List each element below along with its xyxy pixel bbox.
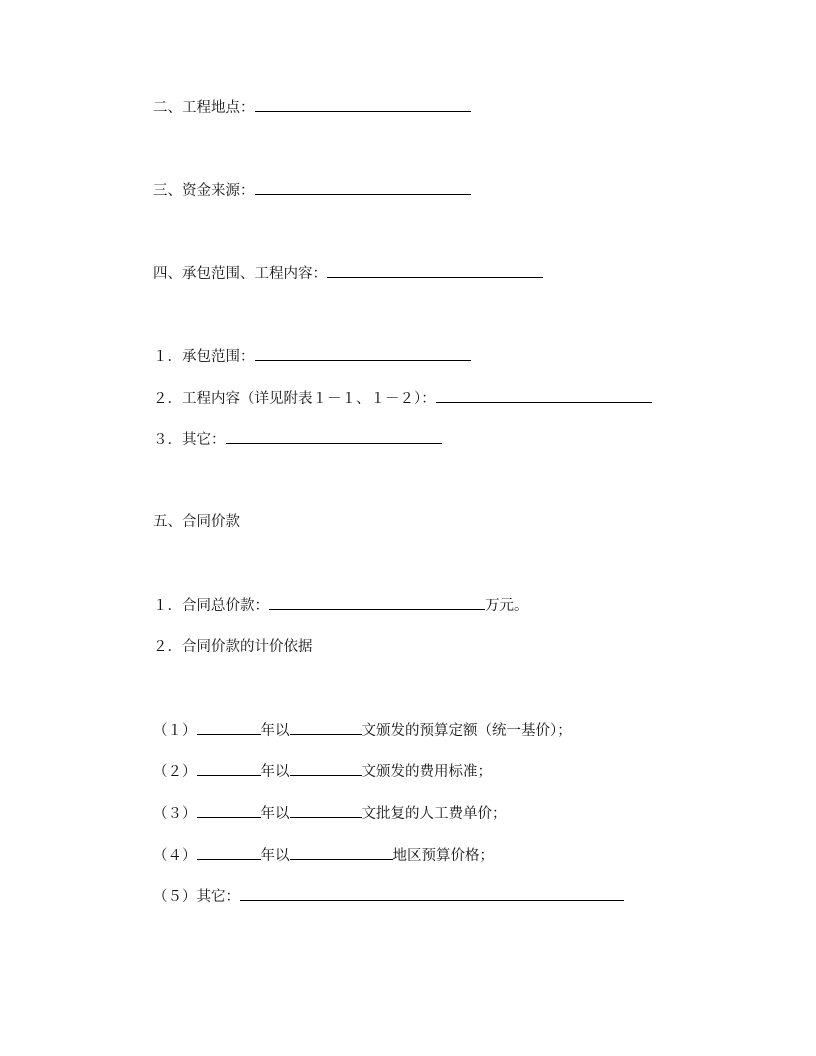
document-blank[interactable] bbox=[290, 803, 362, 818]
section-4-2-label: ２．工程内容（详见附表１－１、１－２）： bbox=[153, 391, 436, 407]
section-4-label: 四、承包范围、工程内容： bbox=[153, 266, 327, 282]
section-5-1-label: １．合同总价款： bbox=[153, 598, 269, 614]
section-4-3-label: ３．其它： bbox=[153, 432, 226, 448]
section-2-label: 二、工程地点： bbox=[153, 100, 255, 116]
section-4-2-content bbox=[153, 388, 652, 408]
item-mid: 年以 bbox=[260, 806, 290, 822]
section-4-1-label: １．承包范围： bbox=[153, 349, 255, 365]
scope-blank[interactable] bbox=[255, 346, 471, 361]
item-tail: 文颁发的费用标准； bbox=[361, 764, 492, 780]
section-4-scope-content bbox=[153, 263, 543, 283]
item-tail: 文批复的人工费单价； bbox=[361, 806, 507, 822]
item-mid: 年以 bbox=[260, 848, 290, 864]
pricing-item-5 bbox=[153, 886, 624, 906]
year-blank[interactable] bbox=[197, 845, 261, 860]
section-3-funding-source bbox=[153, 180, 471, 200]
item-number: （３） bbox=[153, 806, 197, 822]
section-5-contract-price bbox=[153, 512, 240, 532]
section-3-label: 三、资金来源： bbox=[153, 183, 255, 199]
section-4-1-scope bbox=[153, 346, 471, 366]
year-blank[interactable] bbox=[197, 720, 261, 735]
section-5-2-label: ２．合同价款的计价依据 bbox=[153, 639, 313, 655]
region-blank[interactable] bbox=[290, 845, 393, 860]
pricing-item-2 bbox=[153, 761, 492, 781]
pricing-item-4 bbox=[153, 845, 494, 865]
item-mid: 年以 bbox=[260, 723, 290, 739]
pricing-item-3 bbox=[153, 803, 507, 823]
item-tail: 文颁发的预算定额（统一基价）； bbox=[361, 723, 572, 739]
scope-content-blank[interactable] bbox=[327, 263, 543, 278]
section-5-2-pricing-basis bbox=[153, 637, 313, 657]
other-basis-blank[interactable] bbox=[240, 886, 624, 901]
location-blank[interactable] bbox=[255, 97, 471, 112]
section-2-project-location bbox=[153, 97, 471, 117]
document-blank[interactable] bbox=[290, 761, 362, 776]
section-5-1-total-price bbox=[153, 595, 529, 615]
other-blank[interactable] bbox=[226, 429, 442, 444]
item-number: （１） bbox=[153, 723, 197, 739]
year-blank[interactable] bbox=[197, 803, 261, 818]
document-blank[interactable] bbox=[290, 720, 362, 735]
content-blank[interactable] bbox=[436, 388, 652, 403]
section-5-label: 五、合同价款 bbox=[153, 514, 240, 530]
item-number: （４） bbox=[153, 848, 197, 864]
year-blank[interactable] bbox=[197, 761, 261, 776]
pricing-item-1 bbox=[153, 720, 572, 740]
funding-blank[interactable] bbox=[255, 180, 471, 195]
section-4-3-other bbox=[153, 429, 442, 449]
item-5-label: （５）其它： bbox=[153, 889, 240, 905]
item-number: （２） bbox=[153, 764, 197, 780]
item-tail: 地区预算价格； bbox=[392, 848, 494, 864]
item-mid: 年以 bbox=[260, 764, 290, 780]
total-price-blank[interactable] bbox=[269, 595, 485, 610]
total-price-unit: 万元。 bbox=[485, 598, 529, 614]
